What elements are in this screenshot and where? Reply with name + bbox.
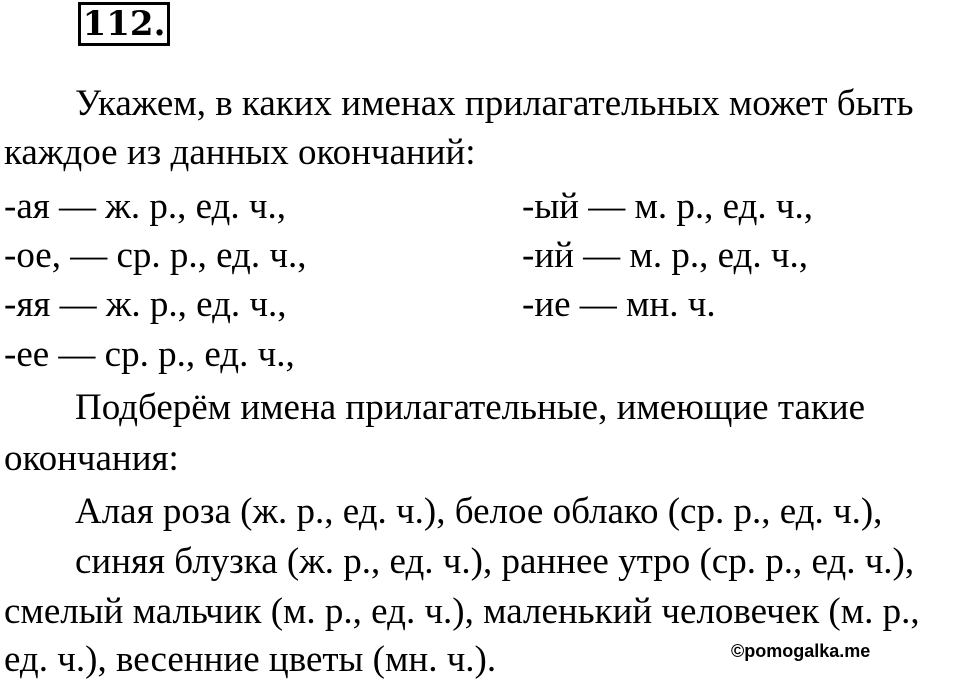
example-line-4: ед. ч.), весенние цветы (мн. ч.). bbox=[4, 639, 497, 680]
intro-line-1: Укажем, в каких именах прилагательных может быть bbox=[75, 83, 914, 124]
example-line-3: смелый мальчик (м. р., ед. ч.), маленький человечек (м. р., bbox=[4, 591, 920, 632]
ending-right-3: -ие — мн. ч. bbox=[522, 284, 716, 325]
paragraph-2-line-2: окончания: bbox=[4, 438, 179, 479]
intro-line-2: каждое из данных окончаний: bbox=[4, 132, 476, 173]
ending-left-4: -ее — ср. р., ед. ч., bbox=[4, 334, 295, 375]
ending-left-3: -яя — ж. р., ед. ч., bbox=[4, 284, 287, 325]
paragraph-2-line-1: Подберём имена прилагательные, имеющие такие bbox=[75, 387, 866, 428]
example-line-2: синяя блузка (ж. р., ед. ч.), раннее утро (ср. р., ед. ч.), bbox=[75, 541, 915, 582]
example-line-1: Алая роза (ж. р., ед. ч.), белое облако (ср. р., ед. ч.), bbox=[75, 491, 883, 532]
ending-right-2: -ий — м. р., ед. ч., bbox=[522, 235, 808, 276]
task-number-box bbox=[78, 2, 170, 46]
ending-left-1: -ая — ж. р., ед. ч., bbox=[4, 186, 286, 227]
task-number: 112. bbox=[82, 4, 166, 44]
ending-left-2: -ое, — ср. р., ед. ч., bbox=[4, 235, 307, 276]
ending-right-1: -ый — м. р., ед. ч., bbox=[522, 186, 814, 227]
watermark: ©pomogalka.me bbox=[731, 641, 871, 661]
